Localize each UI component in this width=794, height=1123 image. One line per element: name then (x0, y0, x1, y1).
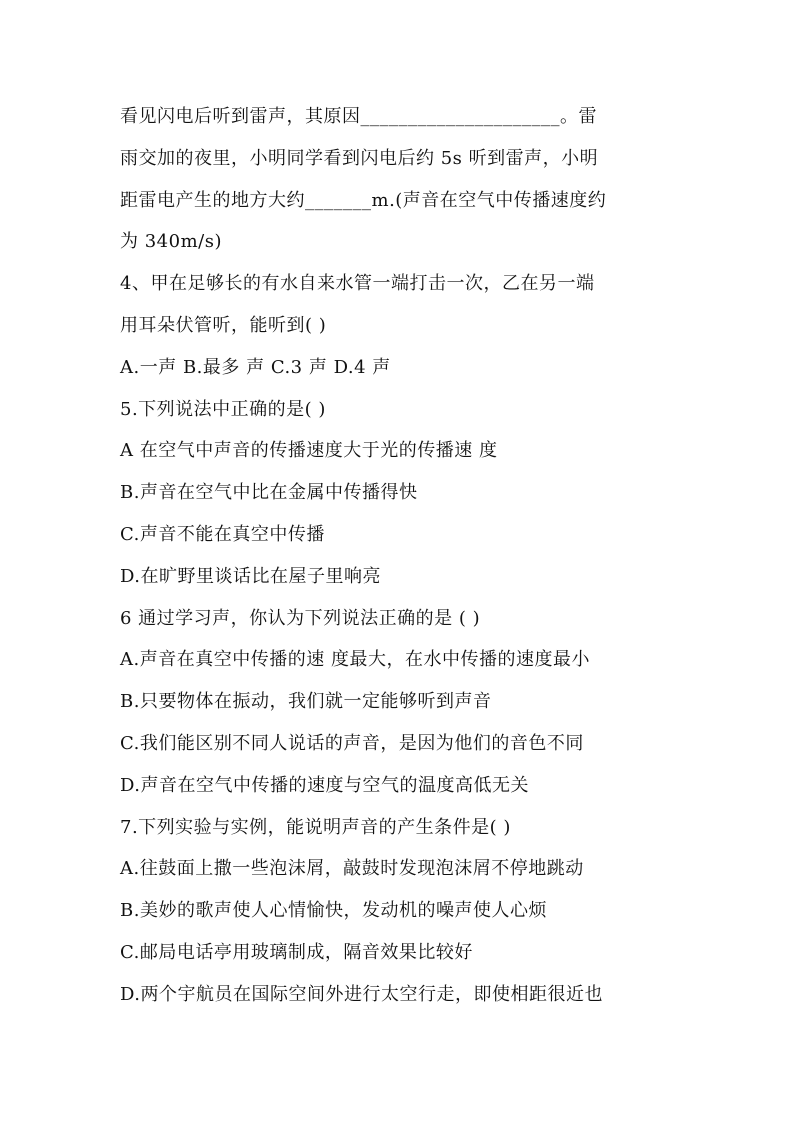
text-line: 为 340m/s) (120, 231, 222, 253)
question-7-option-d: D.两个宇航员在国际空间外进行太空行走，即使相距很近也 (120, 983, 604, 1005)
question-6-option-a: A.声音在真空中传播的速 度最大，在水中传播的速度最小 (120, 649, 590, 671)
question-6-option-b: B.只要物体在振动，我们就一定能够听到声音 (120, 691, 492, 713)
text-line: 距雷电产生的地方大约_______m.(声音在空气中传播速度约 (120, 189, 607, 211)
question-4-options: A.一声 B.最多 声 C.3 声 D.4 声 (120, 356, 391, 378)
question-5-option-d: D.在旷野里谈话比在屋子里响亮 (120, 565, 382, 587)
question-5-option-b: B.声音在空气中比在金属中传播得快 (120, 482, 418, 504)
text-line: 雨交加的夜里，小明同学看到闪电后约 5s 听到雷声，小明 (120, 147, 599, 169)
question-7-stem: 7.下列实验与实例，能说明声音的产生条件是( ) (120, 816, 511, 838)
question-4-stem: 4、甲在足够长的有水自来水管一端打击一次，乙在另一端 (120, 273, 595, 295)
question-6-option-c: C.我们能区别不同人说话的声音，是因为他们的音色不同 (120, 732, 584, 754)
question-5-option-a: A 在空气中声音的传播速度大于光的传播速 度 (120, 440, 498, 462)
question-7-option-a: A.往鼓面上撒一些泡沫屑，敲鼓时发现泡沫屑不停地跳动 (120, 858, 584, 880)
question-6-option-d: D.声音在空气中传播的速度与空气的温度高低无关 (120, 774, 530, 796)
question-5-stem: 5.下列说法中正确的是( ) (120, 398, 326, 420)
question-7-option-c: C.邮局电话亭用玻璃制成，隔音效果比较好 (120, 941, 473, 963)
document-page (120, 96, 680, 1016)
question-4-stem: 用耳朵伏管听，能听到( ) (120, 314, 327, 336)
text-line: 看见闪电后听到雷声，其原因_____________________。雷 (120, 106, 597, 127)
question-6-stem: 6 通过学习声，你认为下列说法正确的是 ( ) (120, 607, 481, 629)
question-5-option-c: C.声音不能在真空中传播 (120, 523, 325, 545)
question-7-option-b: B.美妙的歌声使人心情愉快，发动机的噪声使人心烦 (120, 900, 547, 922)
